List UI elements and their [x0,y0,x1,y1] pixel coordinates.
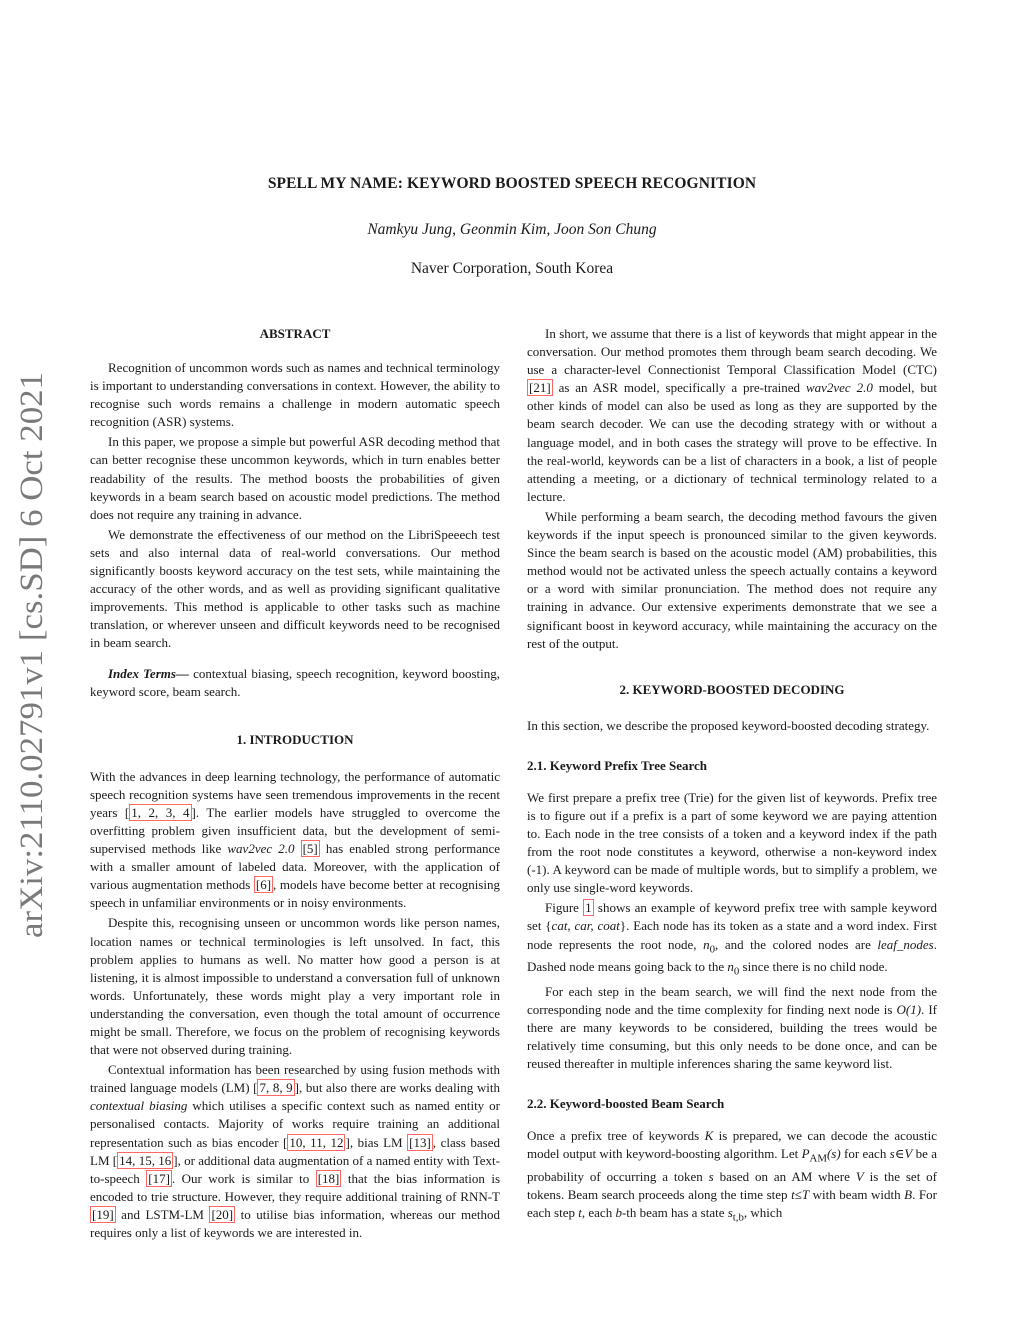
intro-paragraph-1: With the advances in deep learning technology, the performance of automatic speech recognition systems have seen tremendous improvements in the recent years [ 1, 2, 3, 4 ]. The earlier models have struggled to overcome the overfitting problem given insufficient data, but the development of semi-supervised methods like wav2vec 2.0 [5] has enabled strong performance with a smaller amount of labeled data. Moreover, with the application of various augmentation methods [6] , models have become better at recognising speech in unfamiliar environments or in noisy environments. [90,768,501,911]
intro-heading: 1. INTRODUCTION [236,731,354,747]
citation-link[interactable]: [19] [92,1206,114,1222]
right-column [527,325,937,1227]
index-terms-text: contextual biasing, speech recognition, keyword boosting, keyword score, beam search. [90,665,500,699]
citation-link[interactable]: [20] [211,1206,234,1222]
arxiv-id: arXiv:2110.02791v1 [cs.SD] 6 Oct 2021 [14,402,50,938]
citation-link[interactable]: 14, 15, 16 [119,1152,172,1168]
abstract-heading: ABSTRACT [259,326,331,341]
paper-header [0,175,1024,278]
citation-link[interactable]: [18] [317,1170,340,1186]
paper-title: SPELL MY NAME: KEYWORD BOOSTED SPEECH RECOGNITION [267,175,757,192]
s21-paragraph-2: Figure 1 shows an example of keyword prefix tree with sample keyword set {cat, car, coat}. Each node has its token as a state and a word index. First node represents the root node, $n_0$, and the colored nodes are leaf_nodes. Dashed node means going back to the $n_0$ since there is no child node. [527,900,937,978]
intro-paragraph-2: Despite this, recognising unseen or uncommon words like person names, location names or technical terminologies is left unsolved. In fact, this problem applies to humans as well. No matter how good a person is at listening, it is almost impossible to understand a conversation full of unknown words. Unfortunately, these words might play a very important role in understanding the conversation, even though the total amount of occurrence might be small. Therefore, we focus on the problem of recognising keywords that were not observed during training. [90,915,500,1058]
citation-link[interactable]: [6] [255,877,272,893]
paper-authors: Namkyu Jung, Geonmin Kim, Joon Son Chung [367,221,657,238]
citation-link[interactable]: [21] [529,380,551,396]
intro-paragraph-4: In short, we assume that there is a list of keywords that might appear in the conversation. Our method promotes them through beam search decoding. We use a character-level Connectionist Temporal Classification Model (CTC) [21] as an ASR model, specifically a pre-trained wav2vec 2.0 model, but other kinds of model can also be used as long as they are supported by the beam search decoder. We can use the decoding strategy with or without a language model, and in both cases the strategy will prove to be effective. In the real-world, keywords can be a list of characters in a book, a list of people attending a meeting, or a dictionary of technical terminology related to a lecture. [527,326,938,504]
citation-link[interactable]: 7, 8, 9 [259,1080,293,1096]
abstract-paragraph-2: In this paper, we propose a simple but powerful ASR decoding method that can better recognise these uncommon keywords, which in turn enables better readability of the results. The method boosts the probabilities of given keywords in a beam search based on acoustic model predictions. The method does not require any training in advance. [90,434,500,522]
arxiv-side-stamp [12,370,52,940]
s21-paragraph-3: For each step in the beam search, we will find the next node from the corresponding node and the time complexity for finding next node is O(1). If there are many keywords to be considered, building the trees would be relatively time consuming, but this only needs to be done once, and can be reused thereafter in multiple inferences sharing the same keyword list. [527,983,937,1072]
section-2-intro: In this section, we describe the proposed keyword-boosted decoding strategy. [527,717,930,733]
index-terms [90,665,500,701]
citation-link[interactable]: 1, 2, 3, 4 [131,804,190,820]
citation-link[interactable]: [13] [409,1134,431,1150]
figure-link[interactable]: 1 [585,900,592,916]
paper-affiliation: Naver Corporation, South Korea [410,260,614,277]
left-column [90,325,500,1242]
intro-paragraph-5: While performing a beam search, the decoding method favours the given keywords if the input speech is pronounced similar to the given keywords. Since the beam search is based on the acoustic model (AM) probabilities, this method would not be activated unless the speech actually contains a keyword or a word with similar pronunciation. The method does not require any training in advance. Our extensive experiments demonstrate that we see a significant boost in keyword accuracy, while maintaining the accuracy on the rest of the output. [527,508,937,651]
subsection-2-2-heading: 2.2. Keyword-boosted Beam Search [527,1096,725,1112]
index-terms-label: Index Terms— [108,665,189,681]
citation-link[interactable]: [17] [148,1170,170,1186]
abstract-paragraph-3: We demonstrate the effectiveness of our method on the LibriSpeeech test sets and also internal data of real-world conversations. Our method significantly boosts keyword accuracy on the test sets, while maintaining the accuracy of the other words, and as well as providing significant qualitative improvements. This method is applicable to other tasks such as machine translation, or wherever unseen and difficult keywords need to be recognised in beam search. [90,526,500,651]
section-2-heading: 2. KEYWORD-BOOSTED DECODING [619,681,845,697]
s21-paragraph-1: We first prepare a prefix tree (Trie) for the given list of keywords. Prefix tree is to figure out if a prefix is a part of some keyword we are paying attention to. Each node in the tree consists of a token and a keyword index if the path from the root node constitutes a keyword, otherwise a non-keyword index (-1). A keyword can be made of multiple words, but to simplify a problem, we only use single-word keywords. [527,789,937,896]
citation-link[interactable]: 10, 11, 12 [289,1134,344,1150]
abstract-paragraph-1: Recognition of uncommon words such as names and technical terminology is important to understanding conversations in context. However, the ability to recognise such words remains a challenge in modern automatic speech recognition (ASR) systems. [90,360,500,430]
subsection-2-1-heading: 2.1. Keyword Prefix Tree Search [527,757,708,773]
intro-paragraph-3: Contextual information has been researched by using fusion methods with trained language models (LM) [ 7, 8, 9 ], but also there are works dealing with contextual biasing which utilises a specific context such as named entity or personalised contacts. Majority of works require training an additional representation such as bias encoder [ 10, 11, 12 ], bias LM [13] , class based LM [ 14, 15, 16 ], or additional data augmentation of a named entity with Text-to-speech [17] . Our work is similar to [18] that the bias information is encoded to trie structure. However, they require additional training of RNN-T [19] and LSTM-LM [20] to utilise bias information, whereas our method requires only a list of keywords we are interested in. [90,1062,501,1241]
citation-link[interactable]: [5] [302,841,318,857]
s22-paragraph-1: Once a prefix tree of keywords K is prepared, we can decode the acoustic model output with keyword-boosting algorithm. Let $P_{AM}(s)$ for each s∈V be a probability of occurring a token s based on an AM where V is the set of tokens. Beam search proceeds along the time step t≤T with beam width B. For each step t, each b-th beam has a state $s_{t,b}$, which [527,1128,938,1224]
